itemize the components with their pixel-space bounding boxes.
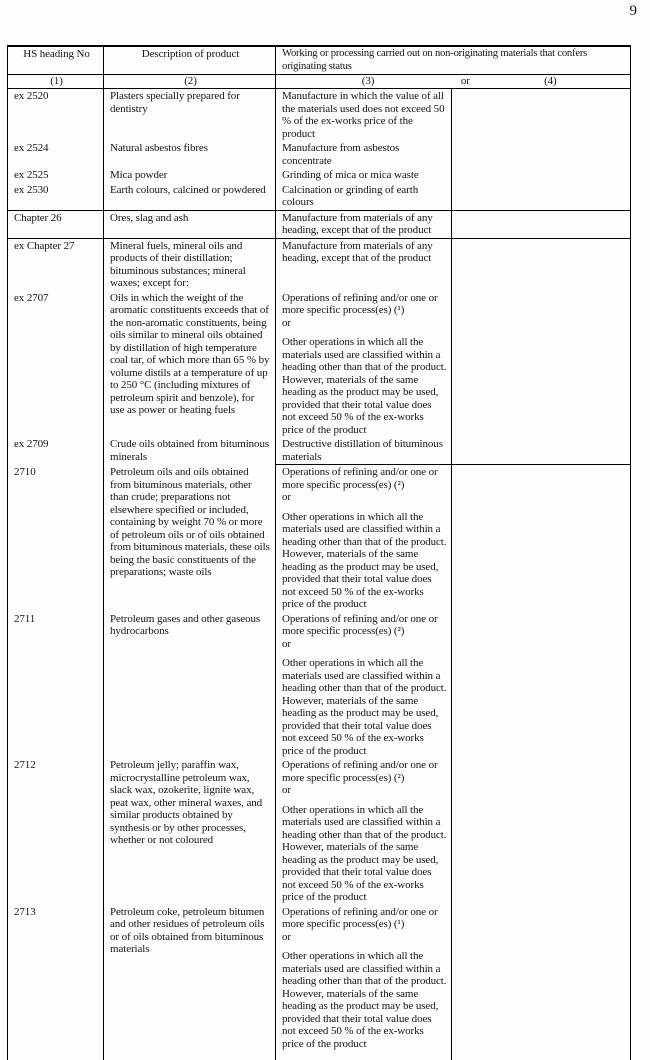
- description-cell: Mineral fuels, mineral oils and products of their distillation; bituminous substances; mineral waxes; except for:: [104, 239, 276, 291]
- table-row: [7, 211, 631, 238]
- column-4-cell: [452, 141, 631, 168]
- process-cell: [276, 465, 452, 612]
- hs-heading-table: [7, 45, 631, 1060]
- hs-code-cell: Chapter 26: [7, 211, 104, 238]
- process-cell: [276, 239, 452, 291]
- description-cell: Petroleum coke, petroleum bitumen and other residues of petroleum oils or of oils obtained from bituminous materials: [104, 905, 276, 1060]
- description-cell: Petroleum jelly; paraffin wax, microcrystalline petroleum wax, slack wax, ozokerite, lignite wax, peat wax, other mineral waxes, and similar products obtained by synthesis or by other processes, whether or not coloured: [104, 758, 276, 905]
- process-paragraph: Manufacture from asbestos concentrate: [282, 142, 447, 167]
- description-cell: Petroleum gases and other gaseous hydrocarbons: [104, 612, 276, 759]
- hs-code-cell: ex 2709: [7, 437, 104, 465]
- column-4-cell: [452, 168, 631, 183]
- column-4-cell: [452, 291, 631, 438]
- process-paragraph: Other operations in which all the materials used are classified within a heading other than that of the product. However, materials of the same heading as the product may be used, provided that their total value does not exceed 50 % of the ex-works price of the product: [282, 511, 447, 611]
- description-cell: Natural asbestos fibres: [104, 141, 276, 168]
- table-group: [7, 211, 631, 239]
- process-paragraph: Manufacture from materials of any heading, except that of the product: [282, 240, 447, 265]
- description-cell: Mica powder: [104, 168, 276, 183]
- table-row: [7, 612, 631, 759]
- column-4-cell: [452, 183, 631, 210]
- process-paragraph: Other operations in which all the materials used are classified within a heading other than that of the product. However, materials of the same heading as the product may be used, provided that their total value does not exceed 50 % of the ex-works price of the product: [282, 657, 447, 757]
- process-paragraph: Manufacture in which the value of all the materials used does not exceed 50 % of the ex-works price of the product: [282, 90, 447, 140]
- column-4-cell: [452, 612, 631, 759]
- process-paragraph: or: [282, 317, 447, 330]
- column-4-cell: [452, 211, 631, 238]
- header-working-or-processing: Working or processing carried out on non-originating materials that confers originating status: [276, 47, 631, 74]
- table-body: [7, 89, 631, 1060]
- table-row: [7, 141, 631, 168]
- column-number-4: (4): [471, 75, 630, 88]
- page-number: 9: [630, 3, 638, 20]
- description-cell: Earth colours, calcined or powdered: [104, 183, 276, 210]
- process-paragraph: Other operations in which all the materials used are classified within a heading other than that of the product. However, materials of the same heading as the product may be used, provided that their total value does not exceed 50 % of the ex-works price of the product: [282, 336, 447, 436]
- column-number-3: (3): [276, 75, 460, 88]
- table-row: [7, 465, 631, 612]
- hs-code-cell: 2711: [7, 612, 104, 759]
- table-row: [7, 758, 631, 905]
- header-description-of-product: Description of product: [104, 47, 276, 74]
- column-4-cell: [452, 437, 631, 465]
- table-row: [7, 183, 631, 210]
- process-paragraph: Other operations in which all the materials used are classified within a heading other than that of the product. However, materials of the same heading as the product may be used, provided that their total value does not exceed 50 % of the ex-works price of the product: [282, 804, 447, 904]
- process-paragraph: or: [282, 638, 447, 651]
- process-cell: [276, 183, 452, 210]
- header-hs-heading-no: HS heading No: [7, 47, 104, 74]
- table-row: [7, 239, 631, 291]
- hs-code-cell: 2713: [7, 905, 104, 1060]
- table-row: [7, 905, 631, 1060]
- process-paragraph: Destructive distillation of bituminous materials: [282, 438, 447, 463]
- table-row: [7, 437, 631, 465]
- process-paragraph: Grinding of mica or mica waste: [282, 169, 447, 182]
- process-paragraph: Other operations in which all the materials used are classified within a heading other than that of the product. However, materials of the same heading as the product may be used, provided that their total value does not exceed 50 % of the ex-works price of the product: [282, 950, 447, 1050]
- process-cell: [276, 141, 452, 168]
- process-paragraph: Operations of refining and/or one or more specific process(es) (²): [282, 759, 447, 784]
- description-cell: Oils in which the weight of the aromatic constituents exceeds that of the non-aromatic constituents, being oils similar to mineral oils obtained by distillation of high temperature coal tar, of which more than 65 % by volume distils at a temperature of up to 250 °C (including mixtures of petroleum spirit and benzole), for use as power or heating fuels: [104, 291, 276, 438]
- table-group: [7, 239, 631, 1060]
- process-cell: [276, 612, 452, 759]
- process-paragraph: Calcination or grinding of earth colours: [282, 184, 447, 209]
- column-4-cell: [452, 239, 631, 291]
- process-paragraph: or: [282, 931, 447, 944]
- hs-code-cell: 2712: [7, 758, 104, 905]
- column-4-cell: [452, 905, 631, 1060]
- hs-code-cell: ex 2530: [7, 183, 104, 210]
- table-row: [7, 89, 631, 141]
- process-cell: [276, 168, 452, 183]
- process-cell: [276, 211, 452, 238]
- column-4-cell: [452, 465, 631, 612]
- description-cell: Plasters specially prepared for dentistry: [104, 89, 276, 141]
- column-number-or: or: [460, 75, 471, 88]
- process-cell: [276, 758, 452, 905]
- process-cell: [276, 437, 452, 465]
- table-group: [7, 89, 631, 211]
- process-paragraph: Operations of refining and/or one or more specific process(es) (²): [282, 613, 447, 638]
- column-number-1: (1): [7, 75, 104, 88]
- hs-code-cell: ex 2525: [7, 168, 104, 183]
- hs-code-cell: ex Chapter 27: [7, 239, 104, 291]
- column-number-row: [7, 75, 631, 89]
- table-header-row: [7, 47, 631, 75]
- hs-code-cell: 2710: [7, 465, 104, 612]
- description-cell: Crude oils obtained from bituminous minerals: [104, 437, 276, 465]
- column-number-3-or-4: [276, 75, 631, 88]
- description-cell: Ores, slag and ash: [104, 211, 276, 238]
- process-paragraph: Operations of refining and/or one or more specific process(es) (¹): [282, 292, 447, 317]
- process-cell: [276, 905, 452, 1060]
- process-paragraph: Operations of refining and/or one or more specific process(es) (²): [282, 466, 447, 491]
- process-paragraph: Operations of refining and/or one or more specific process(es) (¹): [282, 906, 447, 931]
- process-paragraph: or: [282, 491, 447, 504]
- hs-code-cell: ex 2520: [7, 89, 104, 141]
- hs-code-cell: ex 2707: [7, 291, 104, 438]
- column-4-cell: [452, 89, 631, 141]
- process-cell: [276, 291, 452, 438]
- table-row: [7, 291, 631, 438]
- hs-code-cell: ex 2524: [7, 141, 104, 168]
- column-4-cell: [452, 758, 631, 905]
- process-cell: [276, 89, 452, 141]
- description-cell: Petroleum oils and oils obtained from bituminous materials, other than crude; preparations not elsewhere specified or included, containing by weight 70 % or more of petroleum oils or of oils obtained from bituminous materials, these oils being the basic constituents of the preparations; waste oils: [104, 465, 276, 612]
- table-row: [7, 168, 631, 183]
- process-paragraph: Manufacture from materials of any heading, except that of the product: [282, 212, 447, 237]
- column-number-2: (2): [104, 75, 276, 88]
- process-paragraph: or: [282, 784, 447, 797]
